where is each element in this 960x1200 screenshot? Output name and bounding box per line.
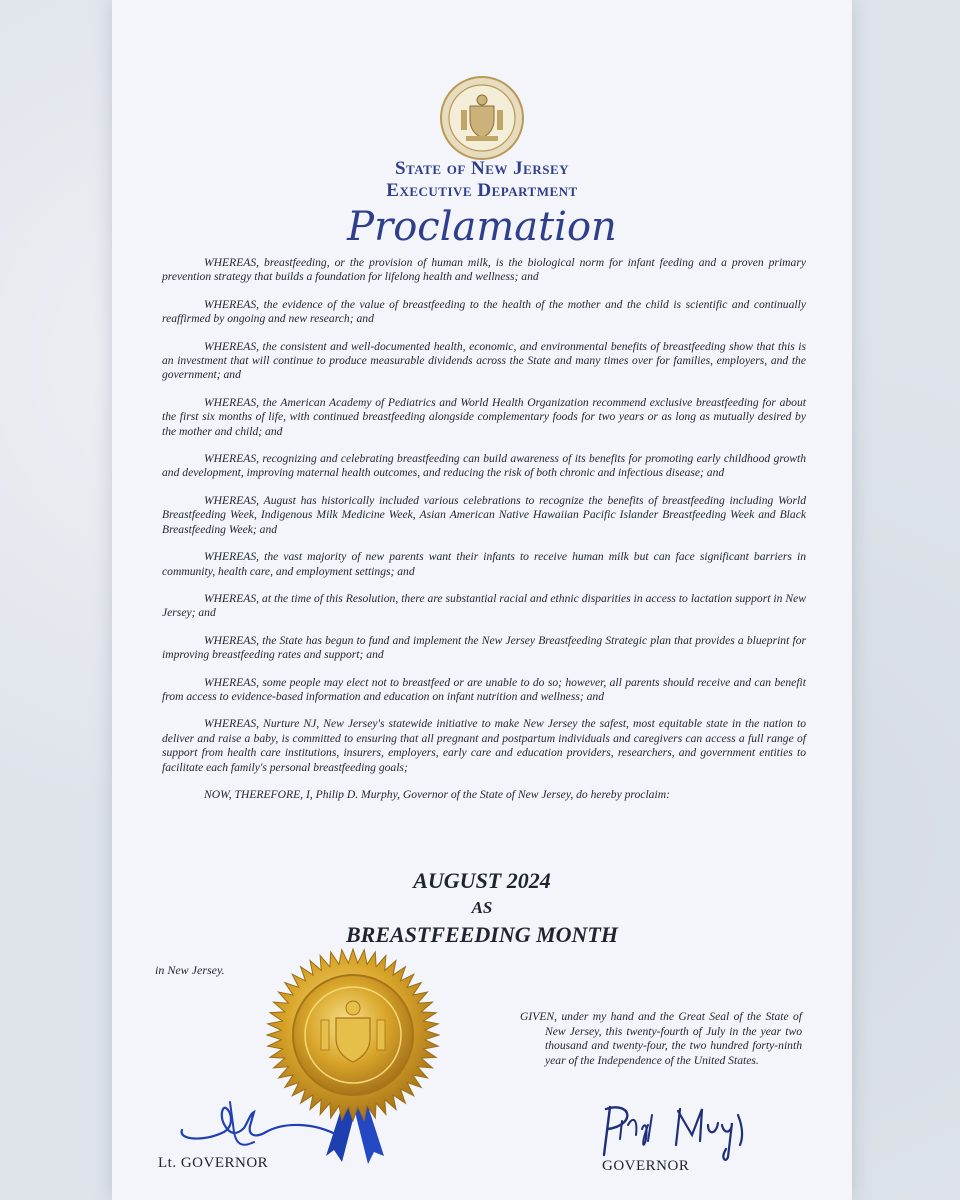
header-state: State of New Jersey — [394, 158, 570, 179]
proclaim-statement: NOW, THEREFORE, I, Philip D. Murphy, Governor of the State of New Jersey, do hereby proclaim: — [204, 787, 670, 801]
given-clause — [520, 1010, 802, 1068]
proclaimed-as: AS — [471, 898, 493, 917]
proclaimed-month: AUGUST 2024 — [413, 868, 551, 893]
proclamation-body — [162, 256, 806, 815]
proclamation-title: Proclamation — [347, 204, 617, 250]
whereas-clause: WHEREAS, the consistent and well-documented health, economic, and environmental benefits of breastfeeding show that this is an investment that will continue to produce measurable dividends across the State and many times over for families, employers, and the government; and — [162, 339, 806, 382]
whereas-clause: WHEREAS, recognizing and celebrating breastfeeding can build awareness of its benefits for promoting early childhood growth and development, improving maternal health outcomes, and reducing the risk of both chronic and infectious disease; and — [162, 452, 806, 480]
header-department: Executive Department — [386, 180, 578, 201]
governor-signature — [592, 1095, 752, 1165]
whereas-clause: WHEREAS, the State has begun to fund and implement the New Jersey Breastfeeding Strategic plan that provides a blueprint for improving breastfeeding rates and support; and — [162, 633, 806, 662]
in-new-jersey: in New Jersey. — [155, 963, 225, 977]
whereas-clause: WHEREAS, at the time of this Resolution, there are substantial racial and ethnic disparities in access to lactation support in New Jersey; and — [162, 591, 806, 620]
whereas-clause: WHEREAS, breastfeeding, or the provision of human milk, is the biological norm for infant feeding and a proven primary prevention strategy that builds a foundation for lifelong health and wellness; and — [162, 256, 806, 284]
governor-label: GOVERNOR — [602, 1158, 690, 1174]
whereas-clause: WHEREAS, the American Academy of Pediatrics and World Health Organization recommend exclusive breastfeeding for about the first six months of life, with continued breastfeeding alongside complementary foods for two years or as long as mutually desired by the mother and child; and — [162, 395, 806, 438]
proclamation-page — [112, 0, 852, 1200]
whereas-clause: WHEREAS, August has historically included various celebrations to recognize the benefits of breastfeeding including World Breastfeeding Week, Indigenous Milk Medicine Week, Asian American Native Hawaiian Pacific Islander Breastfeeding Week and Black Breastfeeding Week; and — [162, 493, 806, 536]
whereas-clause: WHEREAS, the vast majority of new parents want their infants to receive human milk but can face significant barriers in community, health care, and employment settings; and — [162, 550, 806, 578]
lt-governor-label: Lt. GOVERNOR — [158, 1155, 269, 1171]
given-text: GIVEN, under my hand and the Great Seal of the State of New Jersey, this twenty-fourth of July in the year two thousand and twenty-four, the two hundred forty-ninth year of the Independence of the United States. — [520, 1010, 802, 1067]
lt-governor-signature — [174, 1092, 344, 1152]
whereas-clause: WHEREAS, the evidence of the value of breastfeeding to the health of the mother and the child is scientific and continually reaffirmed by ongoing and new research; and — [162, 297, 806, 326]
whereas-clause: WHEREAS, Nurture NJ, New Jersey's statewide initiative to make New Jersey the safest, most equitable state in the nation to deliver and raise a baby, is committed to ensuring that all pregnant and postpartum individuals and caregivers can access a full range of support from health care institutions, insurers, employers, early care and education providers, researchers, and government entities to facilitate each family's personal breastfeeding goals; — [162, 717, 806, 774]
whereas-clause: WHEREAS, some people may elect not to breastfeed or are unable to do so; however, all parents should receive and can benefit from access to evidence-based information and education on infant nutrition and wellness; and — [162, 675, 806, 703]
proclaimed-title: BREASTFEEDING MONTH — [345, 922, 618, 947]
state-seal-icon — [440, 76, 524, 160]
